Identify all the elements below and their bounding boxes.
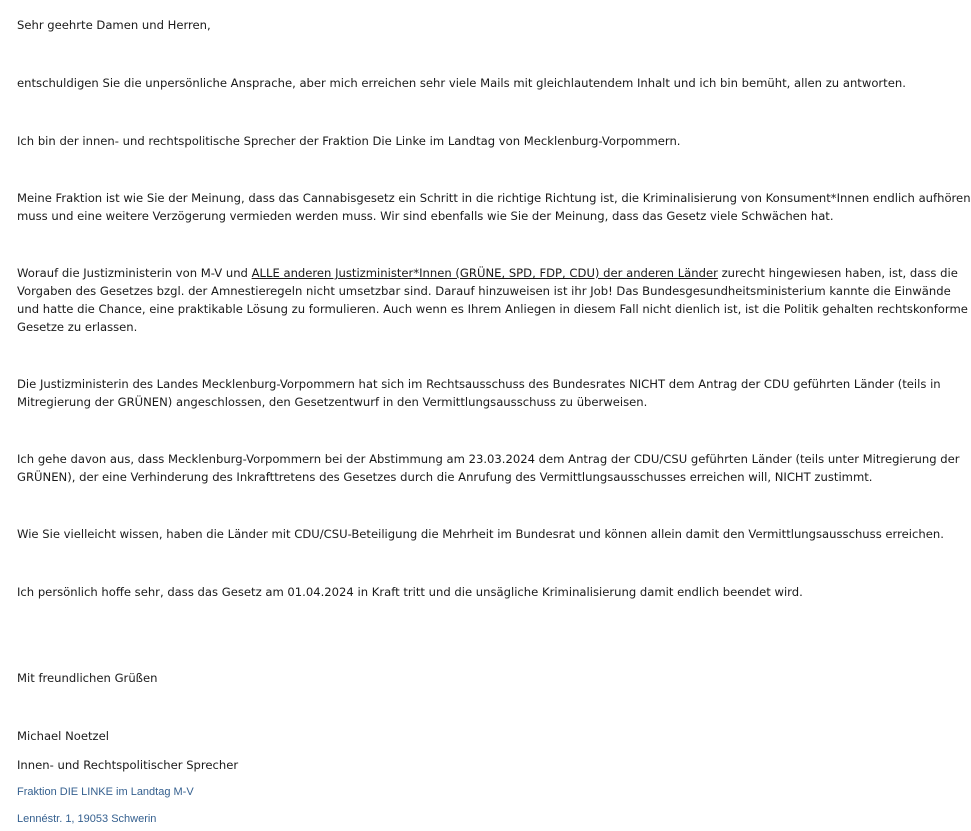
- paragraph-ministers-line-3: und hatte die Chance, eine praktikable Lösung zu formulieren. Auch wenn es Ihrem Anliegen in diesem Fall nicht dienlich ist, ist die Politik gehalten rechtskonforme: [17, 302, 968, 316]
- signature-organization: Fraktion DIE LINKE im Landtag M-V: [17, 786, 194, 798]
- salutation: Sehr geehrte Damen und Herren,: [17, 18, 211, 32]
- closing: Mit freundlichen Grüßen: [17, 671, 158, 685]
- signature-address: Lennéstr. 1, 19053 Schwerin: [17, 813, 157, 825]
- paragraph-introduction: Ich bin der innen- und rechtspolitische Sprecher der Fraktion Die Linke im Landtag von Mecklenburg-Vorpommern.: [17, 134, 681, 148]
- paragraph-committee-line-1: Die Justizministerin des Landes Mecklenburg-Vorpommern hat sich im Rechtsausschuss des Bundesrates NICHT dem Antrag der CDU geführten Länder (teils in: [17, 377, 941, 391]
- ministers-text-pre: Worauf die Justizministerin von M-V und: [17, 266, 252, 280]
- paragraph-vote-line-2: GRÜNEN), der eine Verhinderung des Inkrafttretens des Gesetzes durch die Anrufung des Vermittlungsausschusses erreichen will, NICHT zustimmt.: [17, 470, 873, 484]
- paragraph-ministers-line-2: Vorgaben des Gesetzes bzgl. der Amnestieregeln nicht umsetzbar sind. Darauf hinzuweisen ist ihr Job! Das Bundesgesundheitsministerium kannte die Einwände: [17, 284, 951, 298]
- signature-role: Innen- und Rechtspolitischer Sprecher: [17, 758, 239, 772]
- paragraph-committee-line-2: Mitregierung der GRÜNEN) angeschlossen, den Gesetzentwurf in den Vermittlungsausschuss zu überweisen.: [17, 395, 648, 409]
- ministers-text-post: zurecht hingewiesen haben, ist, dass die: [717, 266, 958, 280]
- paragraph-majority: Wie Sie vielleicht wissen, haben die Länder mit CDU/CSU-Beteiligung die Mehrheit im Bundesrat und können allein damit den Vermittlungsausschuss erreichen.: [17, 527, 944, 541]
- signature-name: Michael Noetzel: [17, 729, 109, 743]
- paragraph-opinion-line-2: muss und eine weitere Verzögerung vermieden werden muss. Wir sind ebenfalls wie Sie der Meinung, dass das Gesetz viele Schwächen hat.: [17, 209, 834, 223]
- paragraph-ministers-line-1: [17, 264, 958, 282]
- paragraph-hope: Ich persönlich hoffe sehr, dass das Gesetz am 01.04.2024 in Kraft tritt und die unsägliche Kriminalisierung damit endlich beendet wird.: [17, 585, 803, 599]
- paragraph-ministers-line-4: Gesetze zu erlassen.: [17, 320, 138, 334]
- paragraph-opinion-line-1: Meine Fraktion ist wie Sie der Meinung, dass das Cannabisgesetz ein Schritt in die richtige Richtung ist, die Kriminalisierung von Konsument*Innen endlich aufhören: [17, 191, 971, 205]
- ministers-underlined-text: ALLE anderen Justizminister*Innen (GRÜNE, SPD, FDP, CDU) der anderen Länder: [251, 266, 718, 280]
- paragraph-apology: entschuldigen Sie die unpersönliche Ansprache, aber mich erreichen sehr viele Mails mit gleichlautendem Inhalt und ich bin bemüht, allen zu antworten.: [17, 76, 906, 90]
- paragraph-vote-line-1: Ich gehe davon aus, dass Mecklenburg-Vorpommern bei der Abstimmung am 23.03.2024 dem Antrag der CDU/CSU geführten Länder (teils unter Mitregierung der: [17, 452, 960, 466]
